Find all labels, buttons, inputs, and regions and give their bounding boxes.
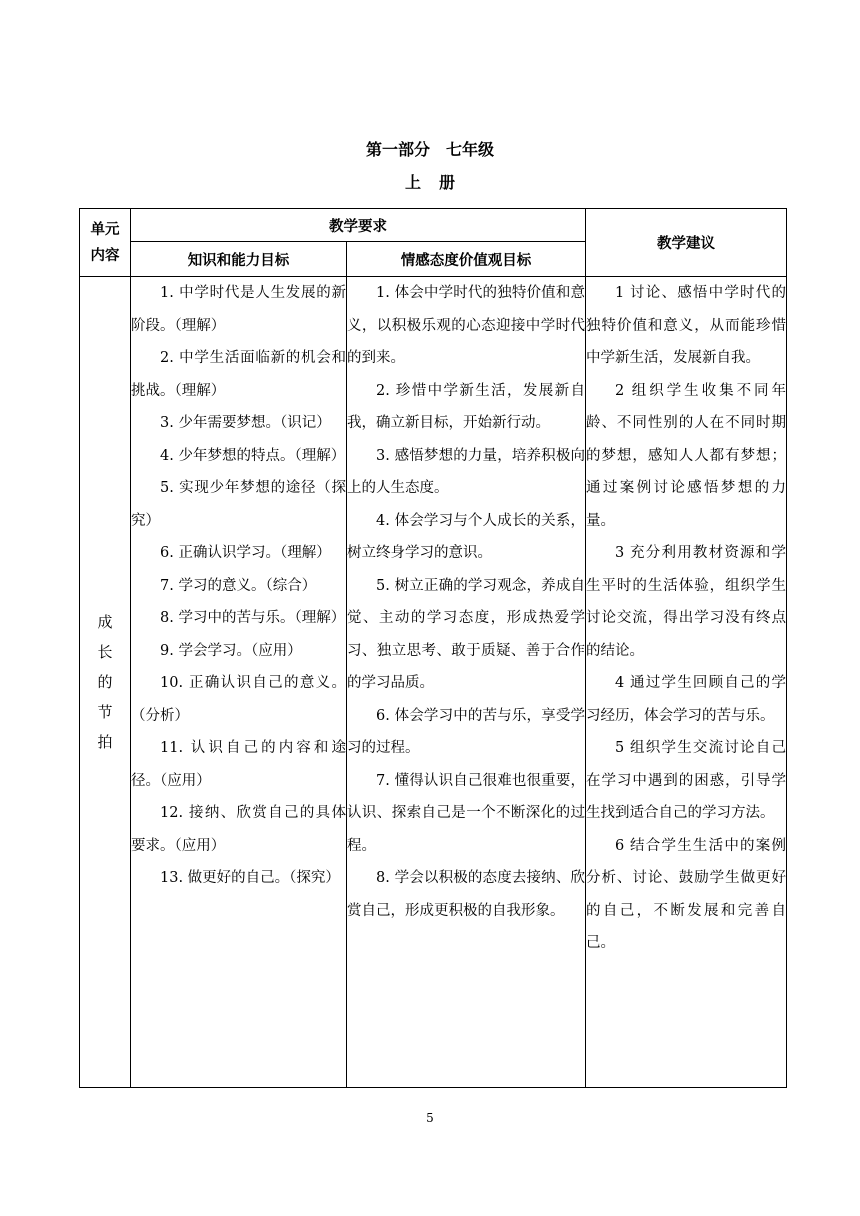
unit-header-line-1: 单元: [90, 221, 120, 238]
teaching-advice-header: 教学建议: [586, 209, 787, 277]
attitude-item: 2. 珍惜中学新生活，发展新自我，确立新目标，开始新行动。: [347, 382, 585, 431]
knowledge-item: 8. 学习中的苦与乐。（理解）: [160, 610, 346, 626]
attitude-item: 3. 感悟梦想的力量，培养积极向上的人生态度。: [347, 447, 585, 496]
knowledge-item: 6. 正确认识学习。（理解）: [160, 545, 331, 561]
attitude-item: 6. 体会学习中的苦与乐，享受学习的过程。: [347, 707, 585, 756]
volume-title: 上册: [404, 173, 473, 192]
part-title: 第一部分 七年级: [365, 140, 494, 159]
unit-content-header: [80, 209, 131, 277]
knowledge-item: 4. 少年梦想的特点。（理解）: [160, 447, 346, 464]
knowledge-item: 11. 认识自己的内容和途径。（应用）: [131, 740, 346, 789]
advice-item: 6 结合学生生活中的案例分析、讨论、鼓励学生做更好的自己，不断发展和完善自己。: [586, 837, 786, 951]
unit-header-line-2: 内容: [90, 247, 120, 264]
advice-item: 3 充分利用教材资源和学生平时的生活体验，组织学生讨论交流，得出学习没有终点的结论。: [586, 545, 786, 659]
attitude-item: 1. 体会中学时代的独特价值和意义，以积极乐观的心态迎接中学时代的到来。: [347, 285, 585, 366]
unit-name-cell: [80, 277, 131, 1088]
knowledge-item: 9. 学会学习。（应用）: [160, 642, 302, 659]
unit-name-char: 成: [97, 613, 113, 631]
knowledge-goals-cell: [131, 277, 347, 1088]
attitude-item: 8. 学会以积极的态度去接纳、欣赏自己，形成更积极的自我形象。: [347, 870, 585, 919]
advice-item: 4 通过学生回顾自己的学习经历，体会学习的苦与乐。: [586, 675, 786, 724]
attitude-values-header: 情感态度价值观目标: [347, 242, 586, 277]
attitude-item: 4. 体会学习与个人成长的关系，树立终身学习的意识。: [347, 512, 585, 561]
teaching-requirements-header: 教学要求: [131, 209, 586, 242]
advice-item: 1 讨论、感悟中学时代的独特价值和意义，从而能珍惜中学新生活，发展新自我。: [586, 285, 786, 366]
unit-name: [80, 607, 130, 757]
attitude-item: 5. 树立正确的学习观念，养成自觉、主动的学习态度，形成热爱学习、独立思考、敢于质疑、善于合作的学习品质。: [347, 577, 585, 691]
advice-item: 5 组织学生交流讨论自己在学习中遇到的困惑，引导学生找到适合自己的学习方法。: [586, 740, 786, 821]
unit-name-char: 的: [97, 673, 113, 691]
knowledge-item: 1. 中学时代是人生发展的新阶段。（理解）: [131, 285, 346, 334]
knowledge-item: 13. 做更好的自己。（探究）: [160, 870, 340, 886]
knowledge-item: 2. 中学生活面临新的机会和挑战。（理解）: [131, 350, 346, 399]
knowledge-item: 5. 实现少年梦想的途径（探究）: [131, 480, 346, 529]
knowledge-item: 7. 学习的意义。（综合）: [160, 577, 317, 594]
unit-name-char: 节: [97, 703, 113, 721]
unit-name-char: 拍: [97, 733, 113, 751]
teaching-advice-cell: [586, 277, 787, 1088]
knowledge-ability-header: 知识和能力目标: [131, 242, 347, 277]
attitude-item: 7. 懂得认识自己很难也很重要，认识、探索自己是一个不断深化的过程。: [347, 772, 585, 854]
advice-item: 2 组织学生收集不同年龄、不同性别的人在不同时期的梦想，感知人人都有梦想；通过案例讨论感悟梦想的力量。: [586, 382, 786, 529]
page-number: 5: [426, 1111, 434, 1125]
knowledge-item: 12. 接纳、欣赏自己的具体要求。（应用）: [131, 805, 346, 854]
syllabus-table: [79, 208, 787, 1088]
attitude-goals-cell: [347, 277, 586, 1088]
knowledge-item: 3. 少年需要梦想。（识记）: [160, 415, 331, 431]
knowledge-item: 10. 正确认识自己的意义。（分析）: [131, 675, 346, 724]
unit-name-char: 长: [97, 643, 113, 661]
